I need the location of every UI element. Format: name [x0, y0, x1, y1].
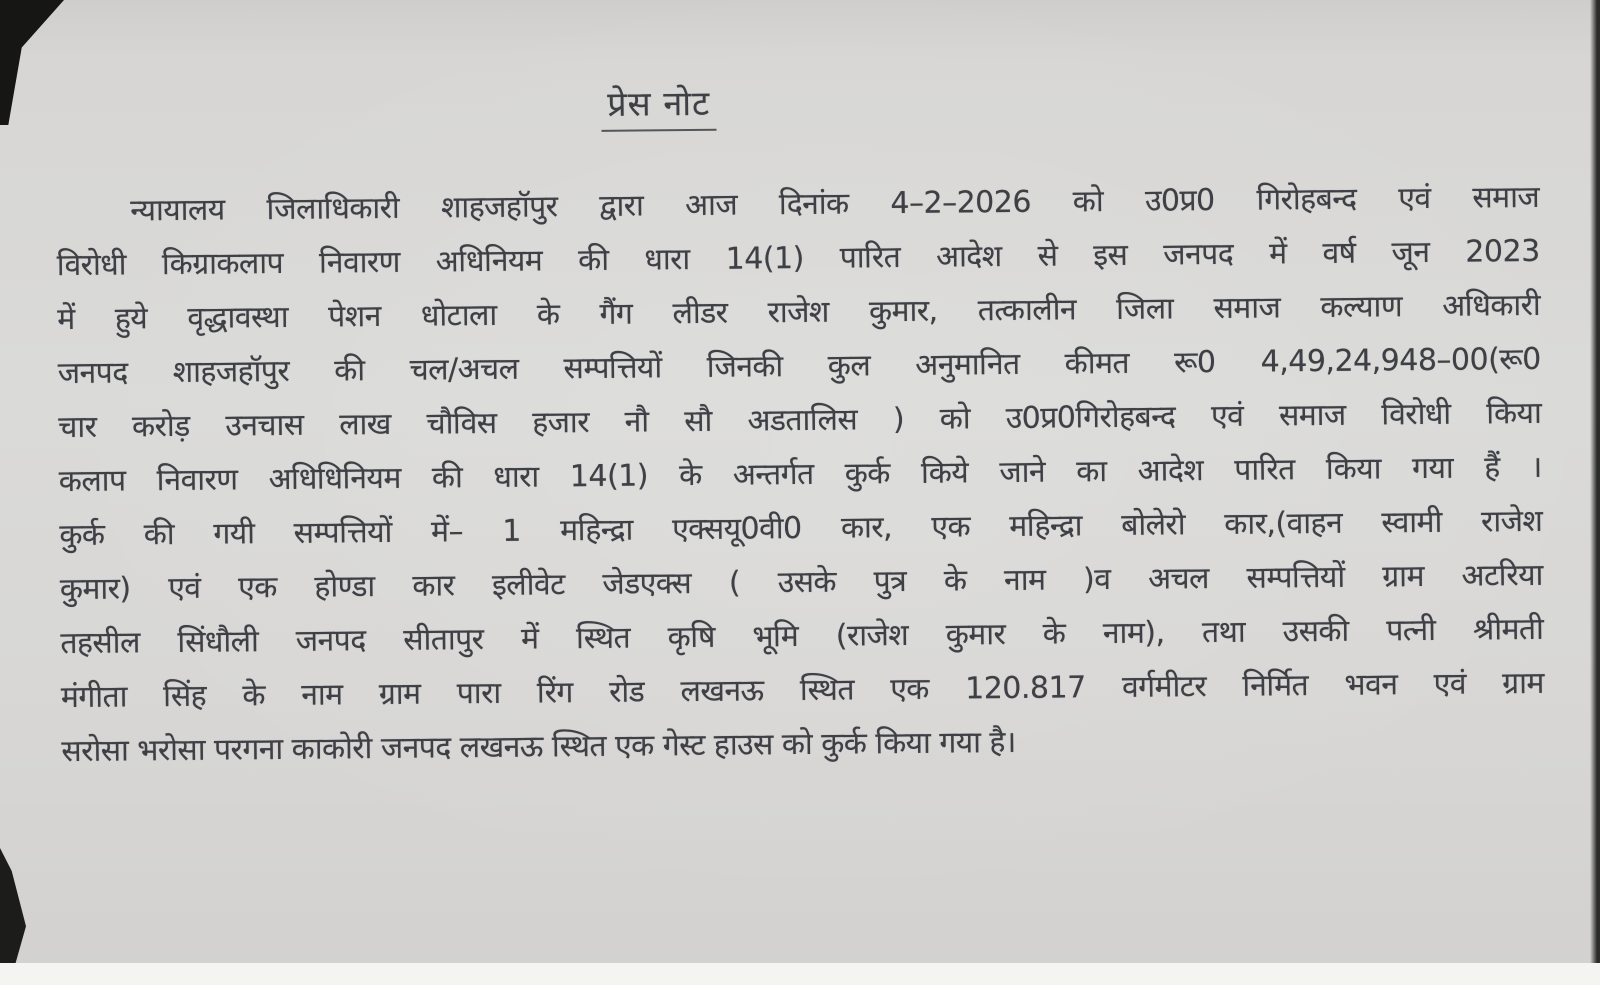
paragraph-line: चार करोड़ उनचास लाख चौविस हजार नौ सौ अडतालिस ) को उ0प्र0गिरोहबन्द एवं समाज विरोधी किया: [58, 395, 1542, 446]
paragraph-line: मंगीता सिंह के नाम ग्राम पारा रिंग रोड लखनऊ स्थित एक 120.817 वर्गमीटर निर्मित भवन एवं ग्राम: [60, 665, 1545, 716]
title-row: [0, 72, 1400, 138]
paragraph-line: तहसील सिंधौली जनपद सीतापुर में स्थित कृषि भूमि (राजेश कुमार के नाम), तथा उसकी पत्नी श्रीमती: [60, 611, 1544, 662]
paragraph-line: जनपद शाहजहॉपुर की चल/अचल सम्पत्तियों जिनकी कुल अनुमानित कीमत रू0 4,49,24,948–00(रू0: [57, 341, 1541, 392]
paragraph-line: सरोसा भरोसा परगना काकोरी जनपद लखनऊ स्थित एक गेस्ट हाउस को कुर्क किया गया है।: [61, 724, 1016, 770]
paragraph-line: कुर्क की गयी सम्पत्तियों में– 1 महिन्द्रा एक्सयू0वी0 कार, एक महिन्द्रा बोलेरो कार,(वाहन स्वामी राजेश: [59, 503, 1543, 554]
press-note-document: [55, 71, 1545, 779]
paragraph-line: कुमार) एवं एक होण्डा कार इलीवेट जेडएक्स ( उसके पुत्र के नाम )व अचल सम्पत्तियों ग्राम अटरिया: [59, 557, 1543, 608]
photo-dark-corner-bottom-left: [0, 848, 26, 963]
paragraph-line: कलाप निवारण अधिधिनियम की धारा 14(1) के अन्तर्गत कुर्क किये जाने का आदेश पारित किया गया हैं ।: [58, 449, 1542, 500]
page-title: प्रेस नोट: [601, 79, 716, 132]
photo-white-strip-bottom: [0, 963, 1600, 985]
paragraph-line: न्यायालय जिलाधिकारी शाहजहॉपुर द्वारा आज दिनांक 4–2–2026 को उ0प्र0 गिरोहबन्द एवं समाज: [130, 179, 1540, 229]
paragraph-line: विरोधी किग्राकलाप निवारण अधिनियम की धारा 14(1) पारित आदेश से इस जनपद में वर्ष जून 2023: [56, 233, 1540, 284]
paragraph-line: में हुये वृद्धावस्था पेशन धोटाला के गैंग लीडर राजेश कुमार, तत्कालीन जिला समाज कल्याण अधिकारी: [57, 287, 1541, 338]
photo-dark-edge-right: [1590, 0, 1600, 963]
press-note-body: [56, 171, 1545, 779]
